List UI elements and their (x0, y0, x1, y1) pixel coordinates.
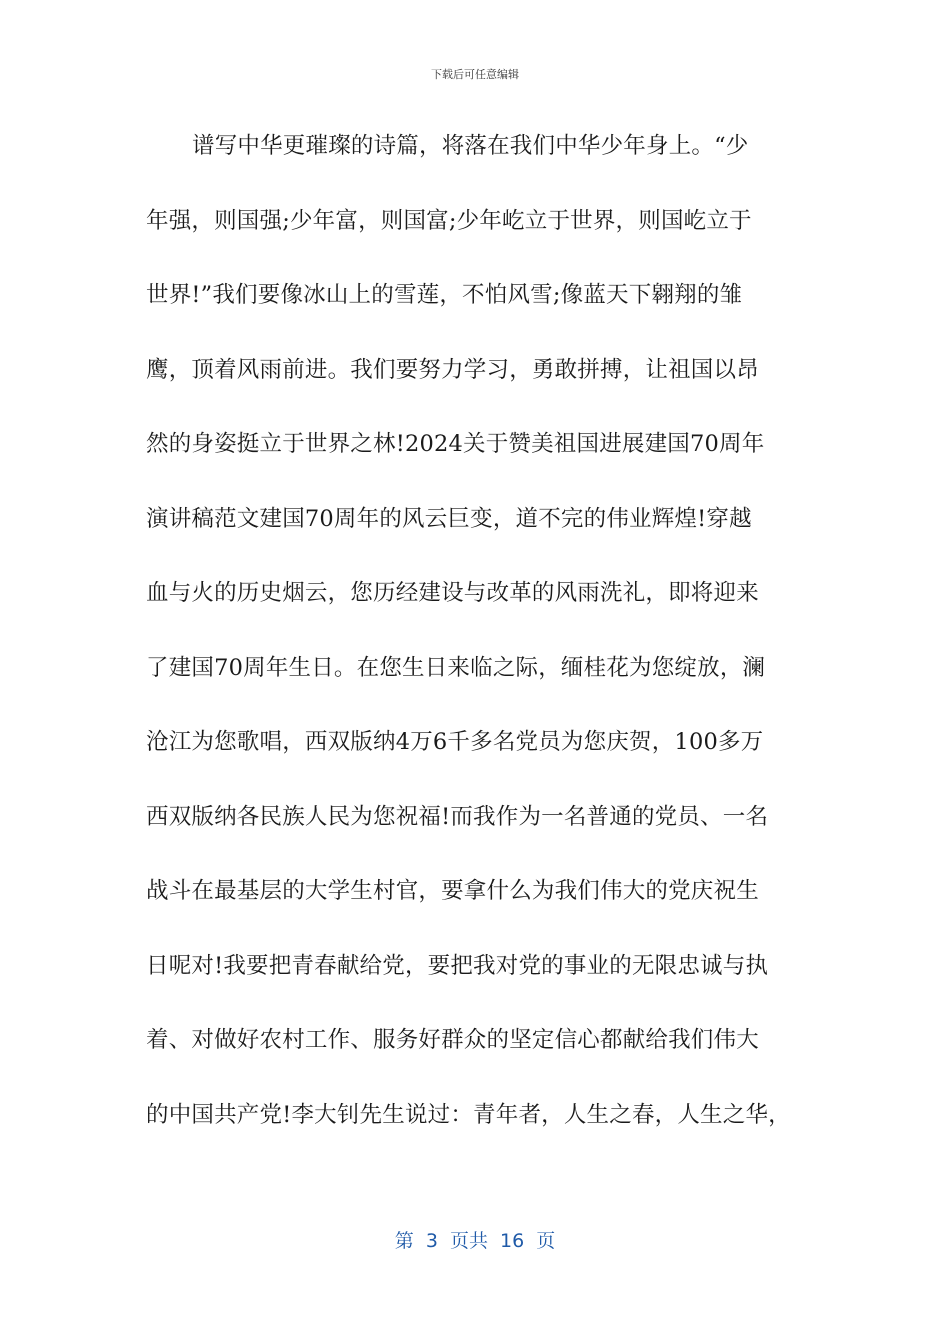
page-number: 第 3 页共 16 页 (394, 1230, 556, 1252)
text-line: 谱写中华更璀璨的诗篇，将落在我们中华少年身上。“少 (192, 133, 749, 159)
text-line: 西双版纳各民族人民为您祝福!而我作为一名普通的党员、一名 (146, 803, 769, 830)
text-line: 世界!”我们要像冰山上的雪莲，不怕风雪;像蓝天下翱翔的雏 (146, 282, 743, 308)
page-header: 下载后可任意编辑 (431, 68, 519, 81)
text-line: 战斗在最基层的大学生村官，要拿什么为我们伟大的党庆祝生 (146, 878, 759, 904)
text-line: 血与火的历史烟云，您历经建设与改革的风雨洗礼，即将迎来 (146, 580, 759, 606)
text-line: 然的身姿挺立于世界之林!2024关于赞美祖国进展建国70周年 (146, 431, 765, 457)
text-line: 了建国70周年生日。在您生日来临之际，缅桂花为您绽放，澜 (146, 654, 766, 681)
text-line: 沧江为您歌唱，西双版纳4万6千多名党员为您庆贺，100多万 (146, 729, 764, 755)
text-line: 着、对做好农村工作、服务好群众的坚定信心都献给我们伟大 (146, 1027, 759, 1053)
text-line: 日呢对!我要把青春献给党，要把我对党的事业的无限忠诚与执 (146, 952, 769, 979)
text-line: 的中国共产党!李大钊先生说过：青年者，人生之春，人生之华， (146, 1101, 791, 1128)
body-paragraph (146, 124, 826, 1167)
text-line: 鹰，顶着风雨前进。我们要努力学习，勇敢拼搏，让祖国以昂 (146, 356, 759, 383)
text-line: 年强，则国强;少年富，则国富;少年屹立于世界，则国屹立于 (146, 207, 752, 234)
text-line: 演讲稿范文建国70周年的风云巨变，道不完的伟业辉煌!穿越 (146, 505, 752, 532)
